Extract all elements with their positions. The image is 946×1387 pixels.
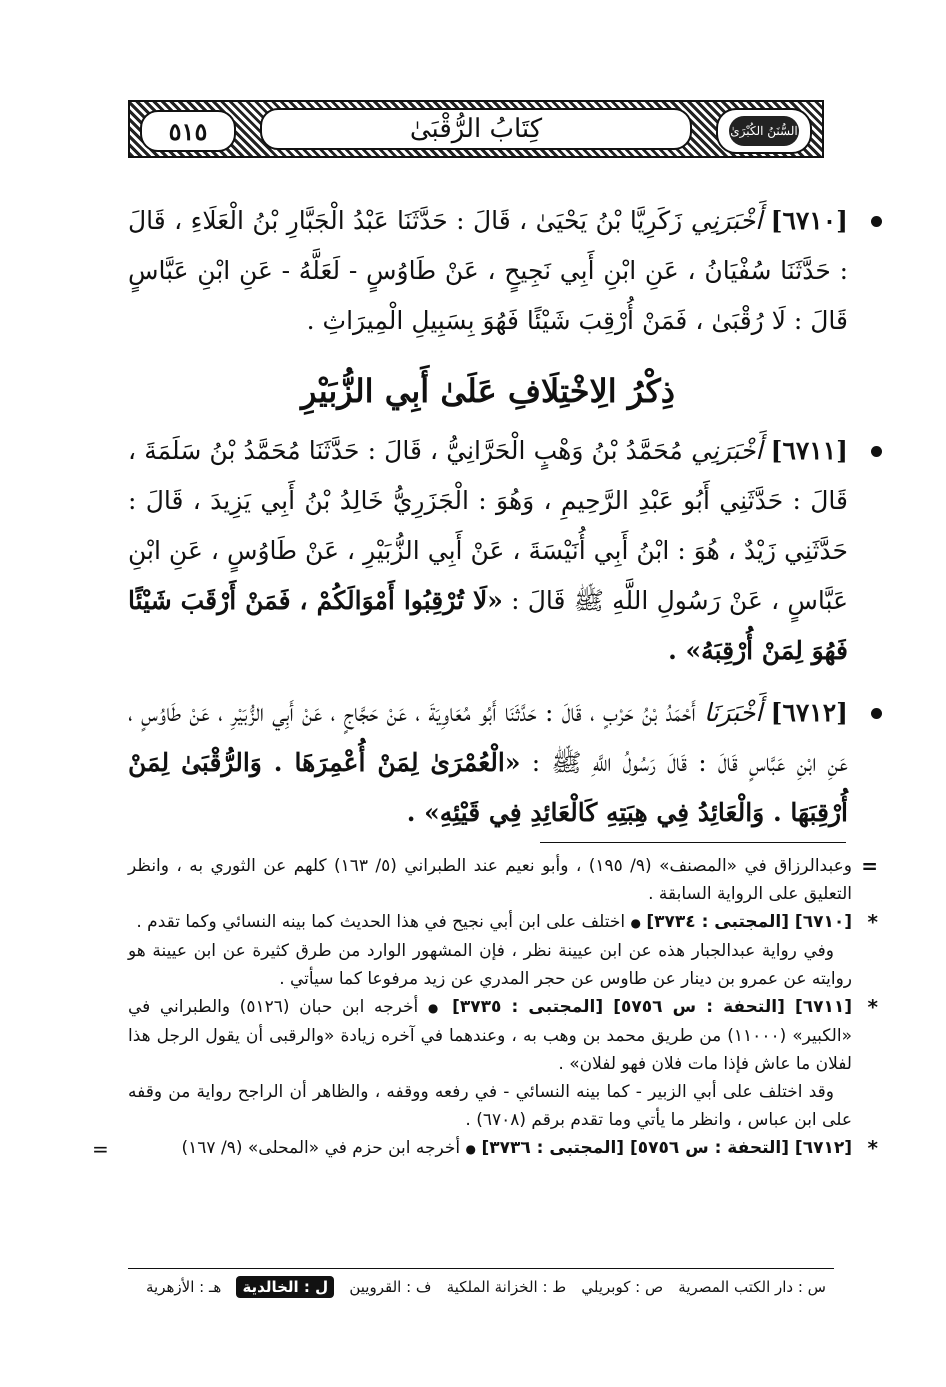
continued-mark: = — [861, 854, 878, 878]
hadith-ref: [٦٧١٠] — [770, 206, 849, 235]
hadith-6711 — [128, 426, 848, 676]
abbrev-item: س : دار الكتب المصرية — [678, 1278, 826, 1296]
star-icon: * — [867, 910, 878, 934]
footnote-6711 — [128, 993, 878, 1078]
footnote-ref: [٦٧١٢] [التحفة : س ٥٧٥٦] [المجتبى : ٣٧٣٦] — [481, 1138, 852, 1158]
header-banner — [128, 100, 824, 158]
continued-mark: = — [92, 1137, 109, 1161]
dot-icon: ● — [427, 1001, 443, 1015]
hadith-text: زَكَرِيَّا بْنُ يَحْيَىٰ ، قَالَ : حَدَّثَنَا عَبْدُ الْجَبَّارِ بْنُ الْعَلَاءِ ، قَالَ : حَدَّثَنَا سُفْيَانُ ، عَنِ ابْنِ أَبِي نَجِيحٍ ، عَنْ طَاوُسٍ - لَعَلَّهُ - عَنِ ابْنِ عَبَّاسٍ قَالَ : لَا رُقْبَىٰ ، فَمَنْ أُرْقِبَ شَيْئًا فَهُوَ بِسَبِيلِ الْمِيرَاثِ . — [128, 206, 848, 335]
logo-box — [716, 108, 812, 154]
hadith-quote: «الْعُمْرَىٰ لِمَنْ أُعْمِرَهَا . وَالرُّقْبَىٰ لِمَنْ أُرْقِبَهَا . وَالْعَائِدُ فِي هِبَتِهِ كَالْعَائِدِ فِي قَيْئِهِ» . — [128, 748, 848, 827]
hadith-text: مُحَمَّدُ بْنُ وَهْبٍ الْحَرَّانِيُّ ، قَالَ : حَدَّثَنَا مُحَمَّدُ بْنُ سَلَمَةَ ، قَالَ : حَدَّثَنِي أَبُو عَبْدِ الرَّحِيمِ ، وَهُوَ : الْجَزَرِيُّ خَالِدُ بْنُ أَبِي يَزِيدَ ، قَالَ : حَدَّثَنِي زَيْدٌ ، هُوَ : ابْنُ أَبِي أُنَيْسَةَ ، عَنْ أَبِي الزُّبَيْرِ ، عَنْ طَاوُسٍ ، عَنِ ابْنِ عَبَّاسٍ ، عَنْ رَسُولِ اللَّهِ ﷺ قَالَ : — [128, 436, 848, 615]
manuscript-abbreviations — [146, 1276, 826, 1298]
star-icon: * — [867, 1136, 878, 1160]
akhbarani-word: أَخْبَرَنِي — [690, 436, 763, 465]
akhbarani-word: أَخْبَرَنِي — [690, 206, 763, 235]
abbrev-item: هـ : الأزهرية — [146, 1278, 222, 1296]
hadith-6712 — [128, 688, 848, 838]
footnote-ref: [٦٧١١] [التحفة : س ٥٧٥٦] [المجتبى : ٣٧٣٥] — [452, 997, 853, 1017]
footnote-text: أخرجه ابن حزم في «المحلى» (٩/ ١٦٧) — [181, 1138, 461, 1158]
bullet-icon — [871, 708, 882, 719]
footnote-6711-continuation: وقد اختلف على أبي الزبير - كما بينه النسائي - في رفعه ووقفه ، والظاهر أن الراجح رواية من وقفه على ابن عباس ، وانظر ما يأتي وما تقدم برقم (٦٧٠٨) . — [128, 1082, 852, 1130]
bottom-rule — [128, 1268, 834, 1269]
hadith-6710 — [128, 196, 848, 346]
dot-icon: ● — [630, 916, 641, 930]
abbrev-item-highlighted: ل : الخالدية — [236, 1276, 334, 1298]
footnote-text: أخرجه ابن حبان (٥١٢٦) والطبراني في «الكبير» (١١٠٠٠) من طريق محمد بن وهب به ، وعندهما في آخره زيادة «والرقبى أن يقول الرجل هذا لفلان ما عاش فإذا مات فلان فهو لفلان» . — [128, 997, 852, 1074]
footnote-6710-continuation: وفي رواية عبدالجبار هذه عن ابن عيينة نظر ، فإن المشهور الوارد من طرق كثيرة عن ابن عيينة هو روايته عن عمرو بن دينار عن طاوس عن حجر المدري عن زيد مرفوعا كما سيأتي . — [128, 941, 852, 989]
header-title-box — [260, 108, 692, 150]
footnote-continued — [128, 852, 878, 908]
footnote-divider — [540, 842, 846, 843]
footnote-text: اختلف على ابن أبي نجيح في هذا الحديث كما بينه النسائي وكما تقدم . — [136, 912, 626, 932]
page-number: ٥١٥ — [140, 110, 236, 152]
section-heading: ذِكْرُ الِاخْتِلَافِ عَلَىٰ أَبِي الزُّبَيْرِ — [301, 372, 675, 410]
star-icon: * — [867, 995, 878, 1019]
footnote-ref: [٦٧١٠] [المجتبى : ٣٧٣٤] — [646, 912, 852, 932]
dot-icon: ● — [465, 1142, 477, 1156]
akhbarani-word: أَخْبَرَنَا — [703, 698, 763, 727]
abbrev-item: ف : القرويين — [349, 1278, 432, 1296]
hadith-ref: [٦٧١١] — [770, 436, 848, 465]
footnotes — [92, 852, 878, 1163]
footnote-6712 — [92, 1134, 878, 1163]
abbrev-item: ط : الخزانة الملكية — [446, 1278, 567, 1296]
main-text — [128, 196, 848, 850]
book-logo: السُّنَنُ الكُبْرَىٰ — [729, 116, 799, 146]
hadith-quote: «لَا تُرْقِبُوا أَمْوَالَكُمْ ، فَمَنْ أَرْقَبَ شَيْئًا فَهُوَ لِمَنْ أُرْقِبَهُ» . — [128, 586, 848, 665]
hadith-ref: [٦٧١٢] — [770, 698, 848, 727]
bullet-icon — [871, 446, 882, 457]
abbrev-item: ص : كوبريلي — [581, 1278, 664, 1296]
book-title: كِتَابُ الرُّقْبَىٰ — [409, 114, 543, 144]
footnote-6710 — [128, 908, 878, 937]
footnote-text: وعبدالرزاق في «المصنف» (٩/ ١٩٥) ، وأبو نعيم عند الطبراني (٥/ ١٦٣) كلهم عن الثوري به ، وانظر التعليق على الرواية السابقة . — [128, 856, 852, 904]
hadith-text: أَحْمَدُ بْنُ حَرْبٍ ، قَالَ : حَدَّثَنَا أَبُو مُعَاوِيَةَ ، عَنْ حَجَّاجٍ ، عَنْ أَبِي الزُّبَيْرِ ، عَنْ طَاوُسٍ ، عَنِ ابْنِ عَبَّاسٍ قَالَ : قَالَ رَسُولُ اللَّهِ ﷺ : — [128, 698, 848, 777]
bullet-icon — [871, 216, 882, 227]
